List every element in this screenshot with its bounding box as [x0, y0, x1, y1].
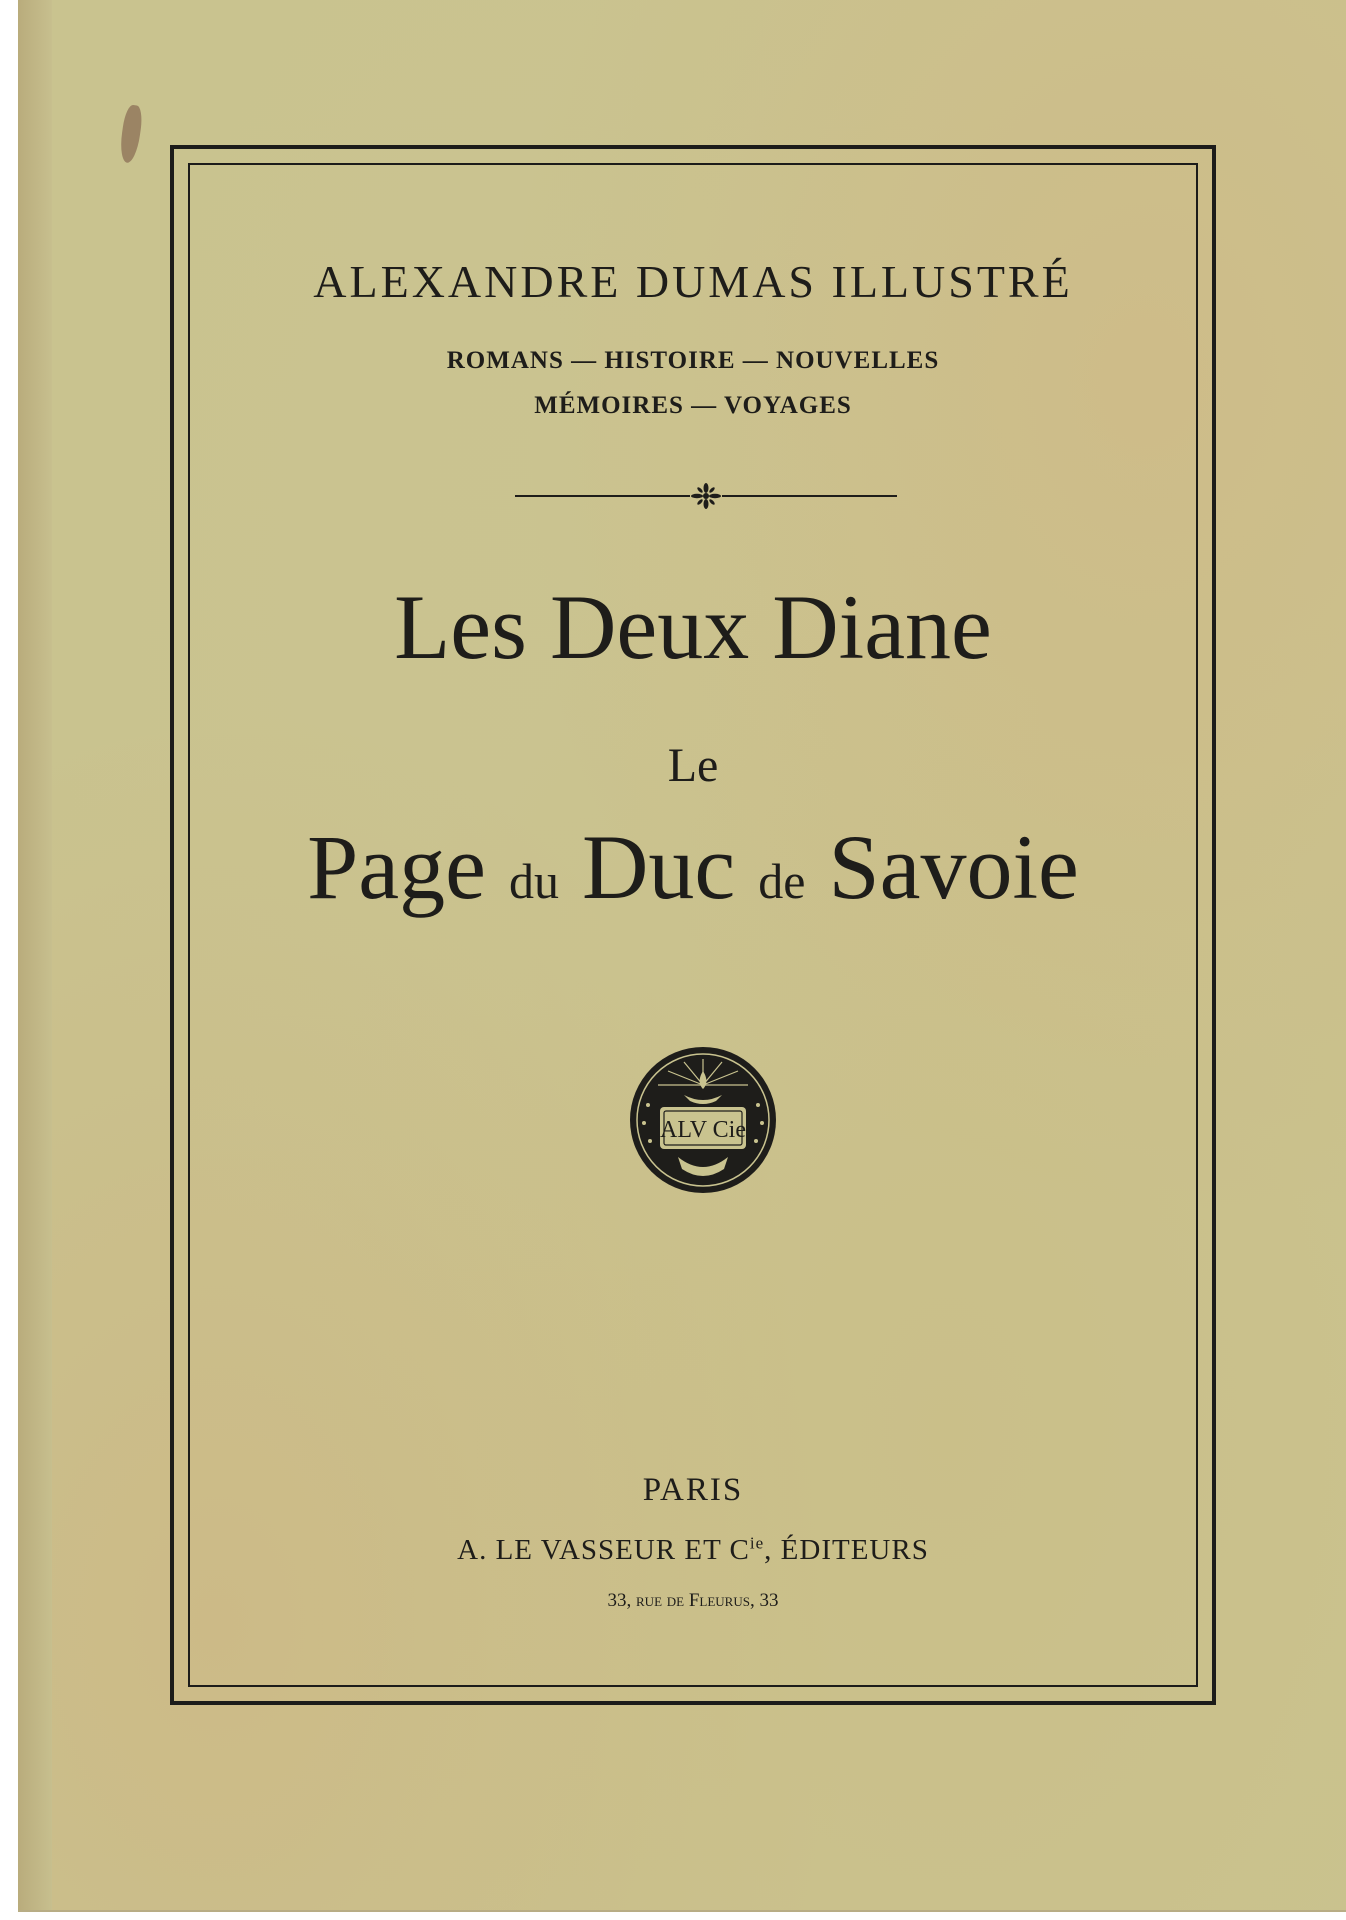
publisher-name: A. LE VASSEUR ET C [457, 1534, 750, 1566]
publisher-address: 33, rue de Fleurus, 33 [607, 1590, 779, 1611]
series-title: ALEXANDRE DUMAS ILLUSTRÉ [313, 256, 1073, 307]
publisher-line [188, 1532, 1198, 1568]
title-word-duc: Duc [581, 816, 736, 918]
ornament-divider [515, 476, 897, 516]
book-title-line-3 [188, 815, 1198, 933]
stain-mark [118, 104, 144, 164]
title-word-page: Page [307, 816, 486, 918]
title-word-de: de [758, 853, 806, 909]
title-word-du: du [508, 853, 559, 909]
book-title-line-2: Le [667, 739, 719, 792]
book-title-line-1: Les Deux Diane [394, 576, 992, 678]
genres-line-1: ROMANS — HISTOIRE — NOUVELLES [446, 347, 940, 374]
cover-edge [18, 0, 52, 1910]
title-word-savoie: Savoie [828, 816, 1079, 918]
publisher-role: , ÉDITEURS [764, 1534, 929, 1566]
publisher-emblem-icon [628, 1045, 778, 1195]
publication-place: PARIS [642, 1472, 744, 1508]
publisher-superscript: ie [749, 1533, 765, 1553]
emblem-monogram: ALV Cie [659, 1117, 747, 1143]
genres-line-2: MÉMOIRES — VOYAGES [534, 392, 852, 419]
